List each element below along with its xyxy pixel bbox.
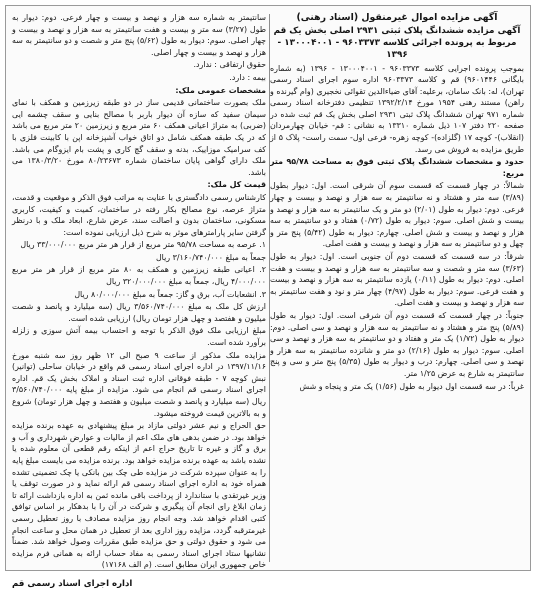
paragraph-auction-terms: حق الحراج و نیم عشر دولتی مازاد بر مبلغ پیشنهادی به عهده برنده مزایده خواهد بود. در ضمن بدهی های ملک اعم از مالیات و عوارض شهرداری و آب و برق و گاز و غیره تا تاریخ حراج اعم از اینکه رقم قطعی آن معلوم شده یا نشده باشد به عهده برنده مزایده خواهد بود. برنده مزایده می بایست مبلغ پایه را به عنوان سپرده شرکت در مزایده طی چک بین بانکی یا چک تضمینی تشده همراه خود به اداره اجرای اسناد رسمی قم ارائه نماید و در صورت توقف یا وزیر غیرتقدی با ستاندارد از پرداخت باقی مانده ثمن به اداره بازداشت ارائه تا زمان ابلاغ رای انجام آن پیگیری و شرکت در آن را با بدهکار بر اساس توافق کتبی اقدام خواهد شد. وجه انجام روز مزایده مصادف با روز تعطیل رسمی غیرمترقبه گردد، مزایده روز اداری بعد از تعطیل در همان محل و ساعت انجام می شود و حقوق دولتی و حق مزایده طبق مقررات وصول خواهد شد. ضمناً نشانیها ستاد اجرای اسناد رسمی به مفاد حساب ارائه به همانی فرم مزایده خاص جمهوری ایران مطابق است. (م الف ۱۷۱۶۸) xyxy=(12,421,266,570)
notice-left-column xyxy=(12,12,267,589)
paragraph-intro: بموجب پرونده اجرایی کلاسه ۹۶۰۳۳۷۳ - ۱۳۰۰۰۴۰۰۱ - ۱۳۹۶ (به شماره بایگانی ۹۶۰۱۴۴۶) قم و کلاسه ۹۶۰۳۳۷۳ اداره سوم اجرای اسناد رسمی تهران)، له: بانک سامان، برعلیه: آقای ضیاءالدین تقوائی نخجیری (وام گیرنده و راهن) مستند رهنی ۱۹۵۴ مورخ ۱۳۹۲/۲/۱۴ تنظیمی دفترخانه اسناد رسمی شماره ۹۷۱ تهران ششدانگ پلاک ثبتی ۲۹۳۱ اصلی بخش یک قم ثبت شده در صفحه ۲۲۰ دفتر ۱۰۷ ذیل شماره ۱۳۳۱۰ به نشانی : قم- خیابان چهارمردان (انقلاب)- کوچه ۱۷ (گلزاده)- کوچه زهره- فرعی اول- سمت راست- پلاک ۵ از طریق مزایده به فروش می رسد. xyxy=(270,63,525,154)
paragraph-utilities: ۳. انشعابات آب، برق و گاز: جمعاً به مبلغ ۸۰/۰۰۰/۰۰۰ ریال xyxy=(74,289,266,299)
notice-title: آگهی مزایده اموال غیرمنقول (اسناد رهنی) xyxy=(296,12,498,23)
paragraph-general-specs-heading: مشخصات عمومی ملک: xyxy=(175,85,266,95)
paragraph-general-specs: ملک بصورت ساختمانی قدیمی ساز در دو طبقه زیرزمین و همکف با نمای سیمان سفید که سازه آن دیوار باربر با مصالح بنایی و سقف چشمه ایی (ضربی) به متراژ اعیانی همکف ۶۰ متر مربع و زیرزمین ۲۰ متر مربع می باشد که در یک طبقه همکف شامل دو اتاق خواب آشپزخانه اپن با کابینت فلزی با کف سرامیک موزاییک، بدنه و سقف گچ کاری و پشت بام ایزوگام می باشد. ملک دارای گواهی پایان ساختمان شماره ۸۰/۲۳۶۷۳ مورخ ۱۳۸۰/۳/۲۰ می باشد. xyxy=(12,98,266,177)
paragraph-total-value: ارزش کل ملک به مبلغ ۳/۵۶۰/۷۴۰/۰۰۰ ریال (سه میلیارد و پانصد و شصت میلیون و هفتصد و چهل هزار تومان ریال) ارزیابی شده است. xyxy=(12,302,266,323)
paragraph-land-value: ۱. عرصه به مساحت ۹۵/۷۸ متر مربع از قرار هر متر مربع ۳۳/۰۰۰/۰۰۰ ریال xyxy=(20,240,266,250)
paragraph-east: شرقاً: در سه قسمت که قسمت دوم آن جنوبی است. اول: دیوار به طول (۳/۶۳) سه متر و شصت و سه سانتیمتر به سه هزار و نهصد و بیست و هفت اصلی. دوم: دیوار به طول (۰/۱۱) یازده سانتیمتر به سه هزار و نهصد و بیست و هفت فرعی. سوم: دیوار به طول (۴/۹۷) چهار متر و نود و هفت سانتیمتر به سه هزار و نهصد و بیست و هفت اصلی. xyxy=(270,252,524,308)
paragraph-total-price-heading: قیمت کل ملک: xyxy=(207,180,266,190)
paragraph-west: غرباً: در سه قسمت اول دیوار به طول (۱/۵۶) یک متر و پنجاه و شش xyxy=(299,381,524,391)
column-divider xyxy=(269,14,270,562)
paragraph-north: شمالاً: در چهار قسمت که قسمت سوم آن شرقی است. اول: دیوار بطول (۳/۸۹) سه متر و هشتاد و نه سانتیمتر به سه هزار و نهصد و بیست و چهار فرعی. دوم: دیوار به طول (۲/۰۱) دو متر و یک سانتیمتر به سه هزار و نهصد و بیست و شش اصلی. سوم: دیوار به طول (۰/۷۲) هفتاد و دو سانتیمتر به سه هزار و نهصد و بیست و شش اصلی. چهارم: دیوار به طول (۵/۴۲) پنج متر و چهل و دو سانتیمتر به سه هزار و نهصد و بیست و هفت اصلی. xyxy=(270,181,525,249)
paragraph-building-value: ۲. اعیانی طبقه زیرزمین و همکف به ۸۰ متر مربع از قرار هر متر مربع ۴/۰۰۰/۰۰۰ ریال، جمعاً به مبلغ ۳۲۰/۰۰۰/۰۰۰ ریال xyxy=(12,265,267,287)
notice-subtitle: آگهی مزایده ششدانگ پلاک ثبتی ۲۹۳۱ اصلی بخش یک قم مربوط به پرونده اجرائی کلاسه ۹۶۰۳۳۷۳ - ۱۳۰۰۰۴۰۰۱ - ۱۳۹۶ xyxy=(273,25,521,60)
paragraph-easements: حقوق ارتفاقی : ندارد. xyxy=(193,60,266,70)
paragraph-insurance-note: مبلغ ارزیابی ملک فوق الذکر با توجه و احتساب بیمه آتش سوزی و زلزله برآورد شده است. xyxy=(12,326,266,348)
paragraph-south: جنوباً: در چهار قسمت که قسمت دوم آن شرقی است. اول: دیوار به طول (۵/۸۹) پنج متر و هشتاد و نه سانتیمتر به سه هزار و نهصد و سی اصلی. دوم: دیوار به طول (۱/۷۲) یک متر و هفتاد و دو سانتیمتر به سه هزار و نهصد و سی اصلی. سوم: دیوار به طول (۲/۱۶) دو متر و شانزده سانتیمتر به سه هزار و نهصد و سی اصلی. چهارم: درب و دیوار به طول (۵/۳۵) پنج متر و سی و پنج سانتیمتر به شارع به عرض ۱/۲۵ متر. xyxy=(270,310,524,378)
paragraph-auction-time: مزایده ملک مذکور از ساعت ۹ صبح الی ۱۲ ظهر روز سه شنبه مورخ ۱۳۹۷/۱۱/۱۶ در اداره اجرای اسناد رسمی قم واقع در خیابان ساحلی (توانیر) نبش کوچه ۷ - طبقه فوقانی اداره ثبت اسناد و املاک بخش یک قم. اداره اجرای اسناد رسمی قم انجام می شود. مزایده از مبلغ پایه ۳/۵۶۰/۷۴۰/۰۰۰ ریال (سه میلیارد و پانصد و شصت میلیون و هفتصد و چهل هزار تومان) شروع و به بالاترین قیمت فروخته میشود. xyxy=(12,350,266,418)
paragraph-appraisal: کارشناس رسمی دادگستری با عنایت به مراتب فوق الذکر و موقعیت و قدمت، متراژ عرصه، نوع مصالح بکار رفته در ساختمان، کمیت و کیفیت، کاربری مسکونی، ساختمان بدون و اصالت سند، عرض شارع، ابعاد ملک و با درنظر گرفتن سایر پارامترهای موثر به شرح ذیل ارزیابی نموده است: xyxy=(12,192,266,237)
notice-right-column xyxy=(270,12,524,564)
paragraph-land-total: جمعاً به مبلغ ۳/۱۶۰/۷۴۰/۰۰۰ ریال xyxy=(155,252,266,262)
paragraph-boundaries-heading: حدود و مشخصات ششدانگ پلاک ثبتی فوق به مساحت ۹۵/۷۸ متر مربع: xyxy=(270,157,525,178)
paragraph-west-continued: سانتیمتر به شماره سه هزار و نهصد و بیست و چهار فرعی. دوم: دیوار به طول (۳/۲۷) سه متر و بیست و هفت سانتیمتر به سه هزار و نهصد و بیست و چهار اصلی. سوم: دیوار به طول (۵/۶۲) پنج متر و شصت و دو سانتیمتر به سه هزار و نهصد و بیست و چهار اصلی. xyxy=(12,13,266,57)
notice-signature: اداره اجرای اسناد رسمی قم xyxy=(12,578,133,589)
auction-notice xyxy=(5,5,531,589)
paragraph-insurance: بیمه : دارد. xyxy=(229,72,266,82)
